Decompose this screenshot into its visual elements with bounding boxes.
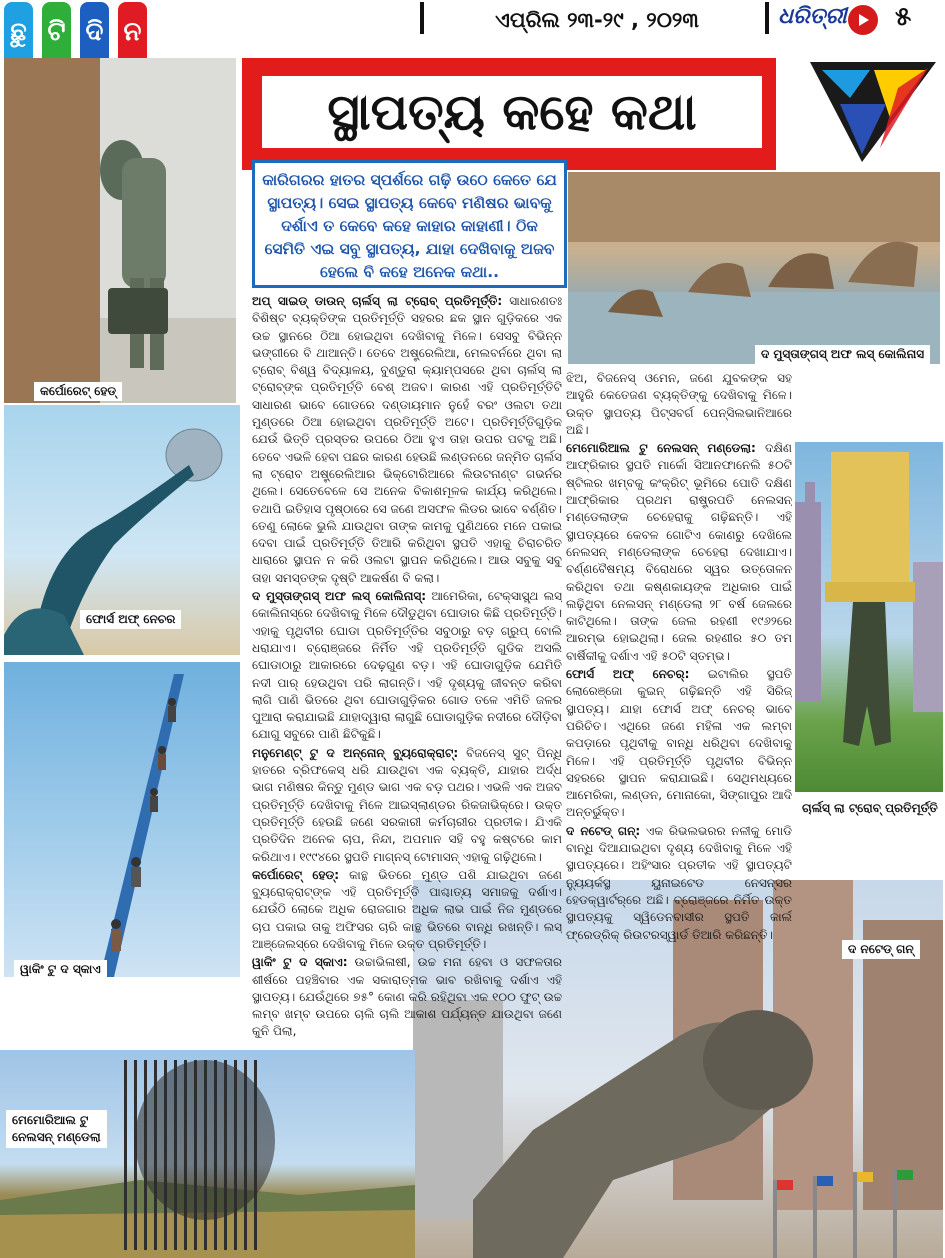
- issue-date: ଏପ୍ରିଲ ୨୩-୨୯ , ୨୦୨୩: [495, 7, 699, 32]
- article-heading: ୱାକିଂ ଟୁ ଦ ସ୍କାଏ:: [252, 955, 348, 970]
- article-heading: ମେମୋରିଆଲ ଟୁ ନେଲସନ୍ ମଣ୍ଡେଲା:: [566, 441, 756, 456]
- article-block: [566, 666, 792, 822]
- header-divider: [765, 2, 769, 34]
- photo-caption: ଚାର୍ଲସ୍ ଲା ଟ୍ରୋବ୍ ପ୍ରତିମୂର୍ତ୍ତି: [796, 799, 944, 818]
- header-divider: [420, 2, 424, 34]
- photo-caption: ୱାକିଂ ଟୁ ଦ ସ୍କାଏ: [14, 960, 107, 979]
- triangle-logo-icon: [800, 58, 940, 166]
- section-letter: ଟି: [42, 2, 71, 62]
- mustangs-photo: [568, 172, 940, 364]
- article-block: [252, 588, 562, 744]
- photo-caption: ଦ ମୁସ୍ତାଙ୍ଗସ୍ ଅଫ ଲସ୍ କୋଲିନାସ: [755, 345, 930, 364]
- article-body: ଝିଅ, ବିଜନେସ୍ ଓମେନ, ଜଣେ ଯୁବକଙ୍କ ସହ ଆହୁରି କେତେଜଣ ବ୍ୟକ୍ତିଙ୍କୁ ଦେଖିବାକୁ ମିଳେ। ଉକ୍ତ ସ୍ଥାପତ୍ୟ ପିଟ୍ସବର୍ଗ ପେନ୍‌ସିଲଭାନିଆରେ ଅଛି।: [566, 371, 792, 437]
- article-heading: ଫୋର୍ସ ଅଫ୍ ନେଚର୍:: [566, 667, 690, 682]
- photo-caption: [6, 1110, 107, 1148]
- play-icon: [848, 5, 878, 35]
- photo-caption: ଫୋର୍ସ ଅଫ୍ ନେଚର: [80, 610, 181, 629]
- corporate-head-photo: [4, 58, 236, 403]
- article-body: ଇଟାଲିର ସ୍ଥପତି ଲୋରେଞ୍ଜୋ କୁଇନ୍ ଗଢ଼ିଛନ୍ତି ଏହି ସିରିଜ୍ ସ୍ଥାପତ୍ୟ। ଯାହା ଫୋର୍ସ ଅଫ୍ ନେଚର୍ ଭାବେ ପରିଚିତ। ଏଥିରେ ଜଣେ ମହିଳା ଏକ ଲମ୍ବା କପଡ଼ାରେ ପୃଥିବୀକୁ ବାନ୍ଧି ଧରିଥିବା ଦେଖିବାକୁ ମିଳେ। ଏହି ପ୍ରତିମୂର୍ତ୍ତି ପୃଥିବୀର ବିଭିନ୍ନ ସହରରେ ସ୍ଥାପନ କରାଯାଇଛି। ସେଥିମଧ୍ୟରେ ଆମେରିକା, ଲଣ୍ଡନ, ମୋନାକୋ, ସିଙ୍ଗାପୁର ଆଦି ଅନ୍ତର୍ଭୁକ୍ତ।: [566, 667, 792, 820]
- section-letter: ଦି: [80, 2, 109, 62]
- article-body: କାନ୍ଥ ଭିତରେ ମୁଣ୍ଡ ପଶି ଯାଇଥିବା ଜଣେ ବ୍ୟୁରୋକ୍ରାଟ୍‌ଙ୍କ ଏହି ପ୍ରତିମୂର୍ତ୍ତି ପାଶ୍ଚାତ୍ୟ ସମାଜକୁ ଦର୍ଶାଏ। ଯେଉଁଠି ଲୋକେ ଅଧିକ ରୋଜଗାର ଅଧିକ ଲାଭ ପାଇଁ ନିଜ ମୁଣ୍ଡରେ ଚାପ ପକାଇ ତାକୁ ଅଫିସର ଚାରି କାନ୍ଥ ଭିତରେ ବାନ୍ଧି ରଖନ୍ତି। ଲସ୍ ଆଞ୍ଜେଲସ୍‌ରେ ଦେଖିବାକୁ ମିଳେ ଉକ୍ତ ପ୍ରତିମୂର୍ତ୍ତି।: [252, 867, 562, 951]
- article-block: [566, 440, 792, 665]
- mandela-memorial-photo: [0, 1050, 415, 1258]
- article-block: [252, 954, 562, 1038]
- article-block: [252, 293, 562, 587]
- page-title: ସ୍ଥାପତ୍ୟ କହେ କଥା: [262, 76, 762, 148]
- article-block: [252, 745, 562, 866]
- article-block: [566, 370, 792, 439]
- article-block: [252, 867, 562, 953]
- article-block: [566, 823, 792, 944]
- article-column-right: [566, 370, 792, 990]
- article-heading: ମନୁମେଣ୍ଟ୍ ଟୁ ଦ ଅନ୍‌ନୋନ୍ ବ୍ୟୁରୋକ୍ରାଟ୍:: [252, 745, 459, 760]
- article-body: ଉଚ୍ଚାଭିଳାଷୀ, ଉଚ୍ଚ ମନା ହେବା ଓ ସଫଳତାର ଶୀର୍ଷରେ ପହଞ୍ଚିବାର ଏକ ସକାରାତ୍ମକ ଭାବ ରଖିବାକୁ ଦର୍ଶାଏ ଏହି ସ୍ଥାପତ୍ୟ। ଯେଉଁଥିରେ ୭୫° କୋଣ କରି ରହିଥିବା ଏକ ୧୦୦ ଫୁଟ୍ ଉଚ୍ଚ ଲମ୍ବ ଖମ୍ବ ଉପରେ ଚାଲି ଚାଲି ଆକାଶ ପର୍ଯ୍ୟନ୍ତ ଯାଉଥିବା ଜଣେ କୁନି ପିଲା,: [252, 955, 562, 1038]
- intro-text: କାରିଗରର ହାତର ସ୍ପର୍ଶରେ ଗଢ଼ି ଉଠେ କେତେ ଯେ ସ୍ଥାପତ୍ୟ। ସେଇ ସ୍ଥାପତ୍ୟ କେବେ ମଣିଷର ଭାବକୁ ଦର୍ଶାଏ ତ କେବେ କହେ କାହାର କାହାଣୀ। ଠିକ ସେମିତି ଏଇ ସବୁ ସ୍ଥାପତ୍ୟ, ଯାହା ଦେଖିବାକୁ ଅଜବ ହେଲେ ବି କହେ ଅନେକ କଥା..: [252, 160, 567, 288]
- article-body: ଏକ ରିଭଲଭରର ନଳୀକୁ ମୋଡି ବାନ୍ଧି ଦିଆଯାଇଥିବା ଦୃଶ୍ୟ ଦେଖିବାକୁ ମିଳେ ଏହି ସ୍ଥାପତ୍ୟରେ। ଅହିଂସାର ପ୍ରତୀକ ଏହି ସ୍ଥାପତ୍ୟଟି ନ୍ୟୁୟର୍କସ୍ଥ ୟୁନାଇଟେଡ ନେସନ୍ସର ହେଡକ୍ୱାର୍ଟର୍‌ରେ ଅଛି। ବ୍ରୋଞ୍ଜରେ ନିର୍ମିତ ଉକ୍ତ ସ୍ଥାପତ୍ୟକୁ ସ୍ୱିଡେନବାସୀର ସ୍ଥପତି କାର୍ଲ ଫ୍ରେଡ୍ରିକ୍ ରିଉଟରସ୍ୱାର୍ଡ ତିଆରି କରିଛନ୍ତି।: [566, 823, 792, 942]
- photo-caption: କର୍ପୋରେଟ୍ ହେଡ୍: [34, 382, 122, 401]
- caption-line: ମେମୋରିଆଲ ଟୁ: [12, 1113, 89, 1127]
- walking-to-sky-photo: [4, 662, 240, 977]
- publication-logo: ଧରିତ୍ରୀ: [778, 4, 847, 29]
- article-body: ଆମେରିକା, ଟେକ୍ସାସ୍ସ୍ଥ ଲସ୍ କୋଲିନାସ୍‌ରେ ଦେଖିବାକୁ ମିଳେ ଦୌଡୁଥିବା ଘୋଡାର କିଛି ପ୍ରତିମୂର୍ତ୍ତି। ଏହାକୁ ପୃଥିବୀର ଘୋଡା ପ୍ରତିମୂର୍ତ୍ତିର ସବୁଠାରୁ ବଡ଼ ଗ୍ରୁପ୍ ବୋଲି ଧରାଯାଏ। ବ୍ରୋଞ୍ଜରେ ନିର୍ମିତ ଏହି ପ୍ରତିମୂର୍ତ୍ତି ଗୁଡିକ ଅସଲି ଘୋଡାଠାରୁ ଆକାରରେ ଦେଢ଼ଗୁଣ ବଡ଼। ଏହି ଘୋଡାଗୁଡ଼ିକ ଯେମିତି ନଦୀ ପାର୍ ହେଉଥିବା ପରି ଲାଗନ୍ତି। ଏହି ଦୃଶ୍ୟକୁ ଜୀବନ୍ତ କରିବା ଲାଗି ପାଣି ଭିତରେ ଥିବା ଘୋଡାଗୁଡ଼ିକର ଗୋଡ ତଳେ ଏମିତି ଜଳର ପୁଆରା କରାଯାଇଛି ଯାହାଦ୍ୱାରା ଲାଗୁଛି ଘୋଡାଗୁଡ଼ିକ ନଦୀରେ ଦୌଡ଼ିବା ଯୋଗୁ ସବୁରେ ପାଣି ଛିଟିକୁଛି।: [252, 589, 562, 742]
- section-letter: ଛୁ: [4, 2, 33, 62]
- photo-caption: ଦ ନଟେଡ୍ ଗନ୍: [842, 940, 920, 959]
- charles-la-trobe-photo: [795, 442, 943, 792]
- article-heading: ଅପ୍ ସାଇଡ୍ ଡାଉନ୍ ଚାର୍ଲସ୍ ଲା ଟ୍ରୋବ୍ ପ୍ରତିମୂର୍ତ୍ତି:: [252, 294, 503, 308]
- article-body: ଦକ୍ଷିଣ ଆଫ୍ରିକାର ସ୍ଥପତି ମାର୍କୋ ସିଆନଫାନେଲି ୫୦ଟି ଷ୍ଟିଲର ଖମ୍ବକୁ କଂକ୍ରିଟ୍ ଭୂମିରେ ପୋତି ଦକ୍ଷିଣ ଆଫ୍ରିକାର ପ୍ରଥମ ରାଷ୍ଟ୍ରପତି ନେଲସନ୍ ମଣ୍ଡେଲାଙ୍କ ଚେହେରାକୁ ଗଢ଼ିଛନ୍ତି। ଏହି ସ୍ଥାପତ୍ୟରେ କେବଳ ଗୋଟିଏ କୋଣରୁ ଦେଖିଲେ ନେଲସନ୍ ମଣ୍ଡେଲାଙ୍କ ଚେହେରା ଦେଖାଯାଏ। ବର୍ଣ୍ଣବୈଷମ୍ୟ ବିରୋଧରେ ସ୍ୱର ଉତ୍ତୋଳନ କରିଥିବା ତଥା କଷ୍ଣକାୟଙ୍କ ଅଧିକାର ପାଇଁ ଲଢ଼ିଥିବା ନେଲସନ୍ ମଣ୍ଡେଲା ୨୮ ବର୍ଷ ଜେଲରେ କାଟିଥିଲେ। ତାଙ୍କ ଜେଲ ରହଣୀ ୧୯୬୨ରେ ଆରମ୍ଭ ହୋଇଥିଲା। ଜେଲ ରହଣୀର ୫୦ ତମ ବାର୍ଷିକୀକୁ ଦର୍ଶାଏ ଏହି ୫୦ଟି ସ୍ତମ୍ଭ।: [566, 441, 792, 663]
- article-heading: କର୍ପୋରେଟ୍ ହେଡ୍:: [252, 867, 340, 882]
- caption-line: ନେଲସନ୍ ମଣ୍ଡେଲା: [12, 1130, 101, 1144]
- article-heading: ଦ ମୁସ୍ତାଙ୍ଗସ୍ ଅଫ ଲସ୍ କୋଲିନାସ୍:: [252, 589, 426, 604]
- article-body: ସାଧାରଣତଃ ବିଶିଷ୍ଟ ବ୍ୟକ୍ତିଙ୍କ ପ୍ରତିମୂର୍ତ୍ତି ସହରର ଛକ ସ୍ଥାନ ଗୁଡ଼ିକରେ ଏକ ଉଚ୍ଚ ସ୍ଥାନରେ ଠିଆ ହୋଇଥିବା ଦେଖିବାକୁ ମିଳେ। ସେସବୁ ବିଭିନ୍ନ ଭଙ୍ଗୀରେ ବି ଥାଆନ୍ତି। ତେବେ ଅଷ୍ଟ୍ରେଲିଆ, ମେଲବର୍ନରେ ଥିବା ଲା ଟ୍ରୋବ୍ ବିଶ୍ୱ ବିଦ୍ୟାଳୟ, ବୁଣ୍ଡୁରା କ୍ୟାମ୍ପସରେ ଥିବା ଚାର୍ଲସ୍ ଲା ଟ୍ରୋବ୍‌ଙ୍କ ପ୍ରତିମୂର୍ତ୍ତି ବେଶ୍ ଅଜବ। କାରଣ ଏହି ପ୍ରତିମୂର୍ତ୍ତିଟି ସାଧାରଣ ଭାବେ ଗୋଡରେ ଦଣ୍ଡାୟମାନ ନୁହେଁ ବରଂ ଓଲଟା ତଥା ମୁଣ୍ଡରେ ଠିଆ ହୋଇଥିବା ପ୍ରତିମୂର୍ତ୍ତି ଅଟେ। ପ୍ରତିମୂର୍ତ୍ତିଗୁଡ଼ିକ ଯେଉଁ ଭିତ୍ତି ପ୍ରସ୍ତର ଉପରେ ଠିଆ ହୁଏ ତାହା ଉପର ପଟକୁ ଅଛି। ତେବେ ଏଭଳି ହେବା ପଛର କାରଣ ହେଉଛି ଲଣ୍ଡନରେ ଜନ୍ମିତ ଚାର୍ଲସ ଲା ଟ୍ରୋବ ଅଷ୍ଟ୍ରେଲିଆର ଭିକ୍ଟୋରିଆରେ ଲିଉଟନାଣ୍ଟ ଗଭର୍ନର ଥିଲେ। ସେତେବେଳେ ସେ ଅନେକ ବିକାଶମୂଳକ କାର୍ଯ୍ୟ କରିଥିଲେ। ତଥାପି ଇତିହାସ ପୃଷ୍ଠାରେ ସେ ଜଣେ ଅସଫଳ ଲିଡର ଭାବେ ବର୍ଣ୍ଣିତ। ତେଣୁ ଲୋକେ ଭୁଲି ଯାଉଥିବା ତାଙ୍କ କାମକୁ ପୁଣିଥରେ ମନେ ପକାଇ ଦେବା ପାଇଁ ପ୍ରତିମୂର୍ତ୍ତି ତିଆରି କରିଥିବା ସ୍ଥପତି ଏହାକୁ ଚିରାଚରିତ ଧାରାରେ ସ୍ଥାପନ ନ କରି ଓଲଟା ସ୍ଥାପନ କରିଥିଲେ। ଆଉ ସବୁକୁ ସବୁ ତାହା ସମସ୍ତଙ୍କ ଦୃଷ୍ଟି ଆକର୍ଷଣ ବି କଲା।: [252, 294, 562, 585]
- article-body: ବିଜନେସ୍ ସୁଟ୍ ପିନ୍ଧି ହାତରେ ବ୍ରିଫକେସ୍ ଧରି ଯାଉଥିବା ଏକ ବ୍ୟକ୍ତି, ଯାହାର ଅର୍ଦ୍ଧ ଭାଗ ମଣିଷର କିନ୍ତୁ ମୁଣ୍ଡ ଭାଗ ଏକ ବଡ଼ ପଥର। ଏଭଳି ଏକ ଅଜବ ପ୍ରତିମୂର୍ତ୍ତି ଦେଖିବାକୁ ମିଳେ ଆଇସ୍‌ଲାଣ୍ଡର ରିକଜାଭିକ୍‌ରେ। ଉକ୍ତ ପ୍ରତିମୂର୍ତ୍ତି ହେଉଛି ଜଣେ ସରକାରୀ କର୍ମଚାରୀର ପ୍ରତୀକ। ଯିଏକି ପ୍ରତିଦିନ ଅନେକ ଚାପ, ନିନ୍ଦା, ଅପମାନ ସହି ବହୁ କଷ୍ଟରେ କାମ କରିଥାଏ। ୧୯୯୪ରେ ସ୍ଥପତି ମାଗ୍ନସ୍ ଟୋମାସନ୍ ଏହାକୁ ଗଢ଼ିଥିଲେ।: [252, 745, 562, 864]
- page-number: ୫: [895, 2, 912, 32]
- article-heading: ଦ ନଟେଡ୍ ଗନ୍:: [566, 823, 641, 838]
- article-column-left: [252, 293, 562, 1038]
- section-letter: ନ: [118, 2, 147, 62]
